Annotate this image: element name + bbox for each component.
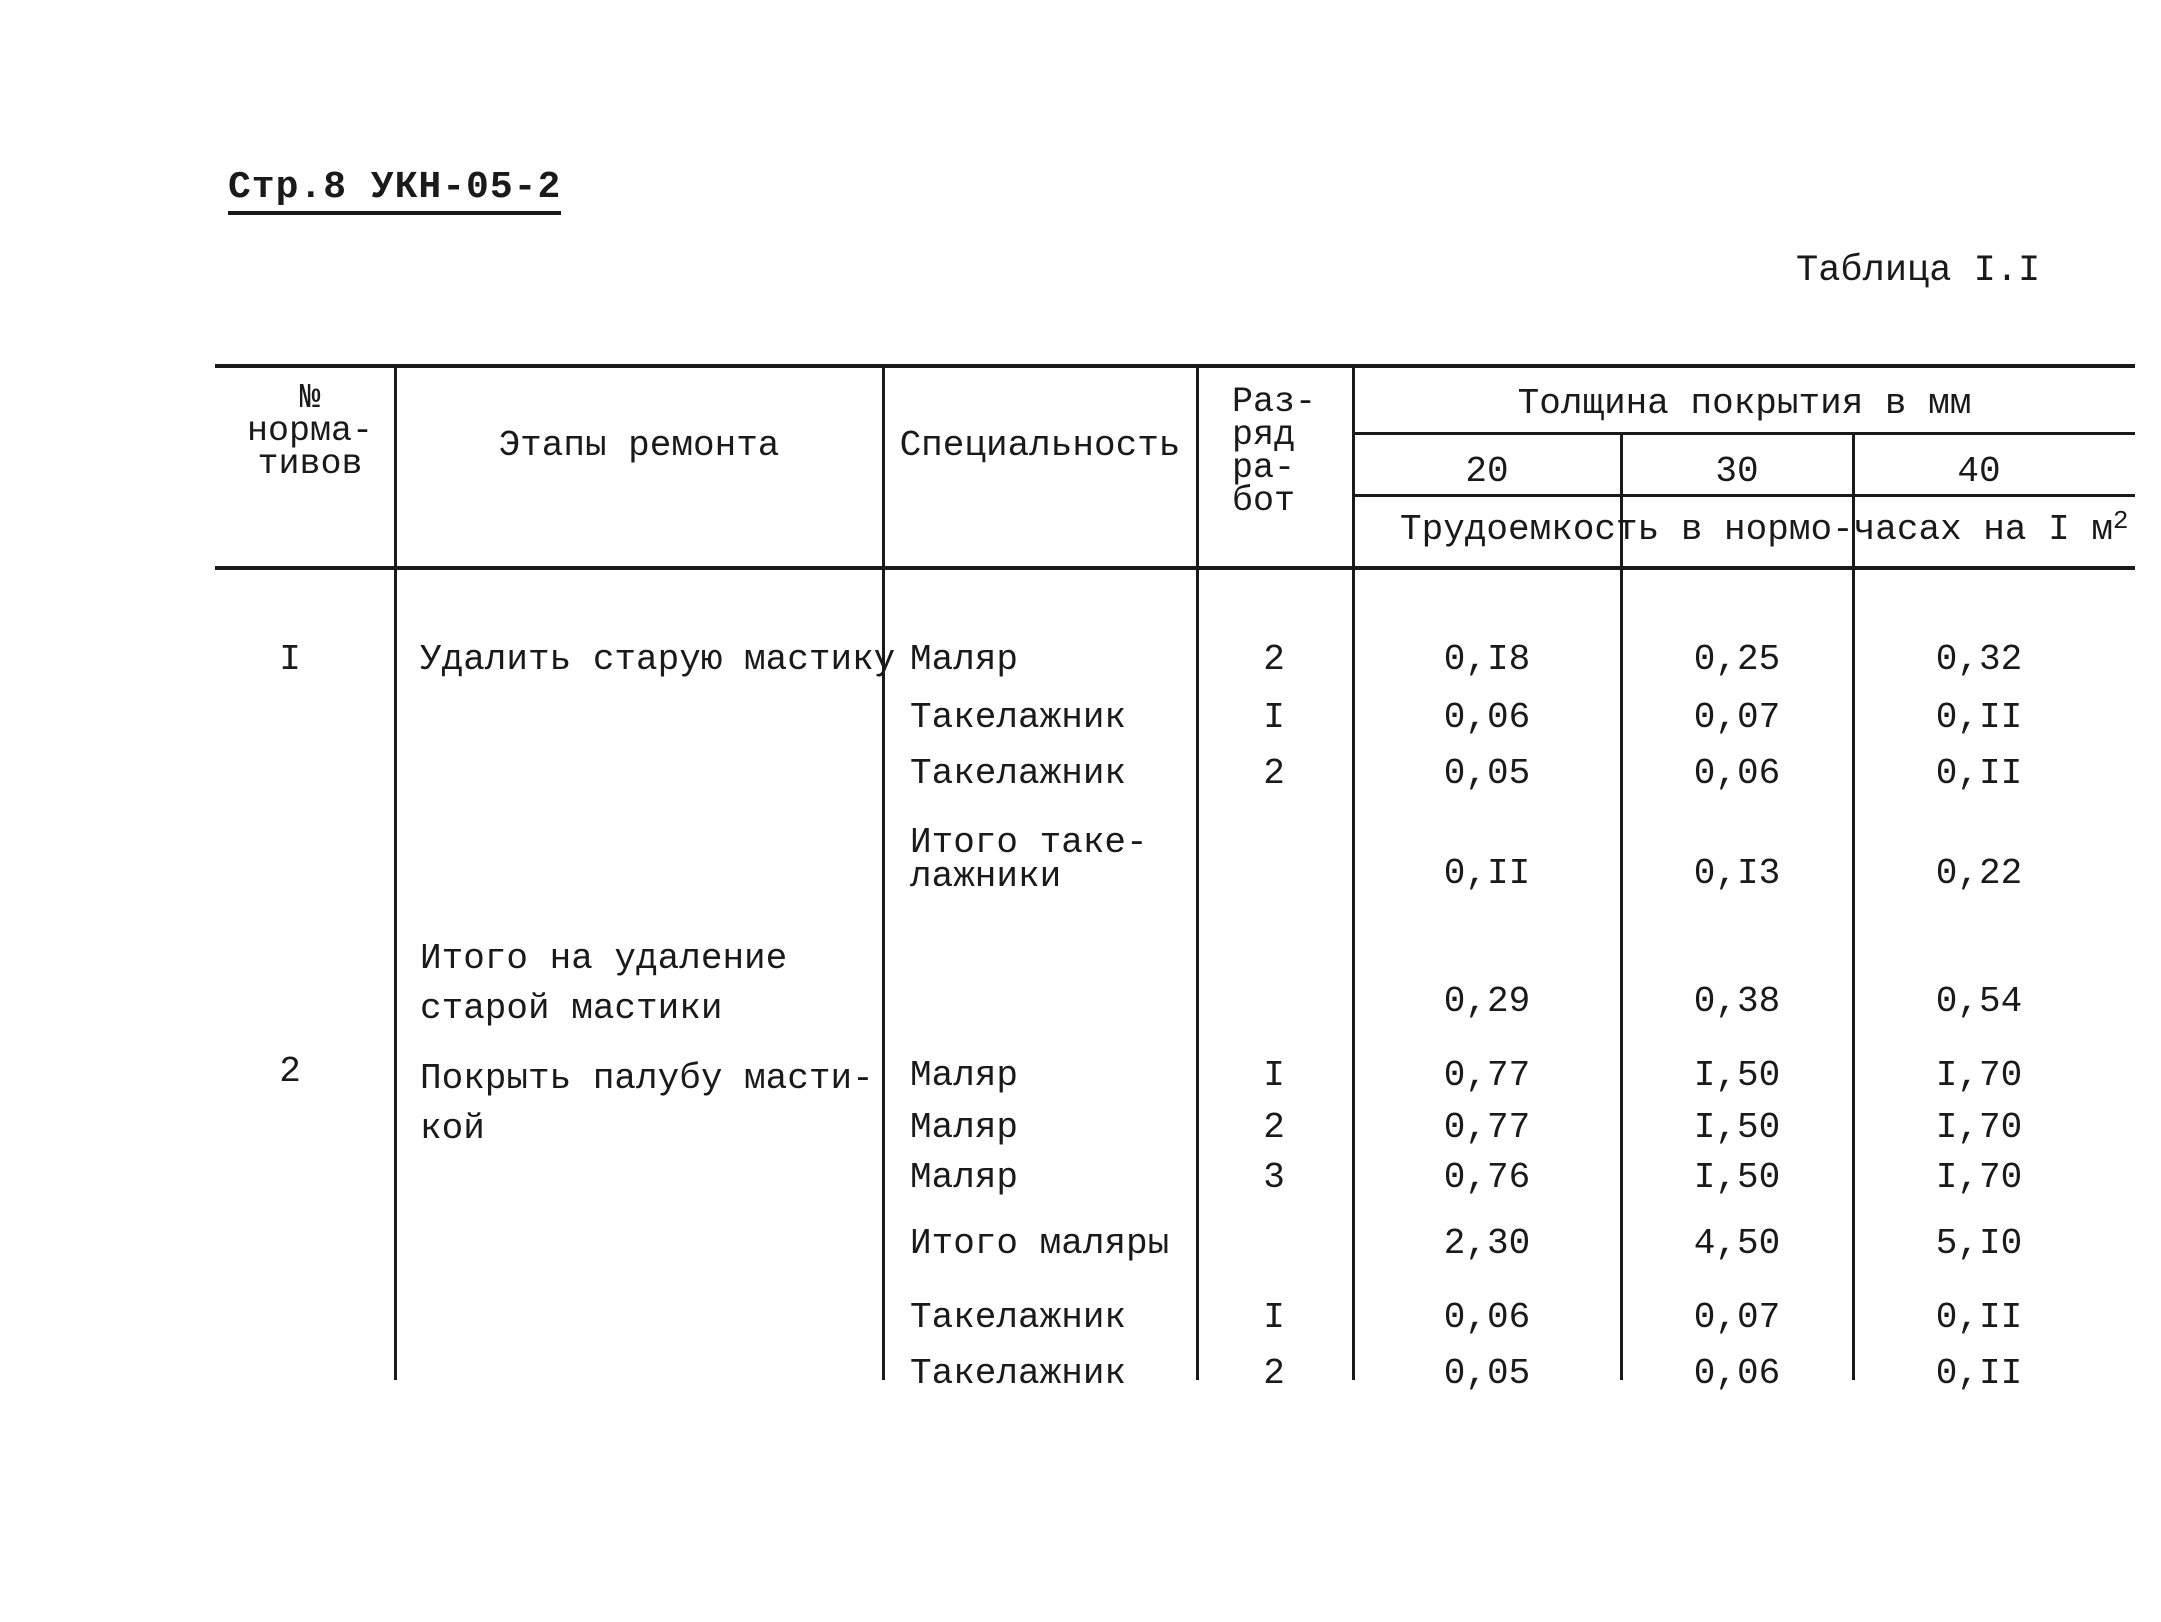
header-thickness-40: 40 [1957,451,2001,492]
col-divider-1 [394,364,397,1380]
value-30mm: 0,I3 [1693,853,1781,894]
header-grade-line-3: ра- [1232,448,1296,488]
work-grade: 2 [1263,1107,1285,1148]
specialty: Такелажник [910,697,1127,738]
value-20mm: 0,II [1443,853,1531,894]
header-repair-stages: Этапы ремонта [498,425,780,466]
value-20mm: 0,06 [1443,697,1531,738]
subtotal-line-2: лажники [910,856,1062,897]
work-grade: I [1263,1297,1285,1338]
stage-line-2: кой [420,1108,485,1149]
header-thickness-group: Толщина покрытия в мм [1517,383,1972,424]
header-norm-number [240,378,380,484]
value-20mm: 0,77 [1443,1107,1531,1148]
norm-number: I [279,639,301,680]
col-divider-2 [882,364,885,1380]
value-30mm: 0,07 [1693,697,1781,738]
value-20mm: 0,77 [1443,1055,1531,1096]
work-grade: 2 [1263,1353,1285,1394]
table-label: Таблица I.I [1796,250,2041,292]
value-30mm: I,50 [1693,1055,1781,1096]
value-20mm: 0,05 [1443,753,1531,794]
stage-line-1: Покрыть палубу масти- [420,1058,874,1099]
header-labor-caption [1400,506,2129,550]
value-30mm: 0,25 [1693,639,1781,680]
value-40mm: 5,I0 [1935,1223,2023,1264]
repair-stage-total [420,934,787,1034]
header-work-grade [1232,382,1317,521]
value-40mm: 0,32 [1935,639,2023,680]
header-norm-line-3: тивов [257,444,363,484]
repair-stage: Удалить старую мастику [420,639,896,680]
specialty-subtotal [910,822,1148,897]
value-40mm: I,70 [1935,1157,2023,1198]
value-30mm: 0,06 [1693,753,1781,794]
value-40mm: I,70 [1935,1107,2023,1148]
specialty: Маляр [910,1107,1019,1148]
value-30mm: 4,50 [1693,1223,1781,1264]
col-divider-3 [1196,364,1199,1380]
value-30mm: 0,06 [1693,1353,1781,1394]
value-20mm: 0,I8 [1443,639,1531,680]
specialty: Такелажник [910,1353,1127,1394]
thickness-values-rule [1352,494,2135,497]
value-20mm: 0,76 [1443,1157,1531,1198]
specialty: Маляр [910,1055,1019,1096]
norm-number: 2 [279,1051,301,1092]
labor-caption-superscript: 2 [2112,506,2129,536]
page-header: Стр.8 УКН-05-2 [228,166,561,215]
header-grade-line-4: бот [1232,481,1296,521]
value-30mm: I,50 [1693,1157,1781,1198]
total-line-1: Итого на удаление [420,938,788,979]
value-30mm: I,50 [1693,1107,1781,1148]
header-norm-line-2: норма- [246,411,374,451]
value-40mm: 0,II [1935,697,2023,738]
specialty-subtotal: Итого маляры [910,1223,1170,1264]
header-specialty: Специальность [899,425,1181,466]
value-40mm: I,70 [1935,1055,2023,1096]
value-40mm: 0,II [1935,753,2023,794]
value-40mm: 0,II [1935,1353,2023,1394]
specialty: Такелажник [910,1297,1127,1338]
value-40mm: 0,II [1935,1297,2023,1338]
table-top-rule [215,364,2135,368]
header-grade-line-2: ряд [1232,415,1296,455]
value-20mm: 0,06 [1443,1297,1531,1338]
labor-caption-text: Трудоемкость в нормо-часах на I м [1400,509,2113,550]
specialty: Маляр [910,1157,1019,1198]
value-40mm: 0,22 [1935,853,2023,894]
value-40mm: 0,54 [1935,981,2023,1022]
thickness-group-rule [1352,432,2135,435]
work-grade: 2 [1263,639,1285,680]
total-line-2: старой мастики [420,988,723,1029]
value-20mm: 0,29 [1443,981,1531,1022]
header-thickness-30: 30 [1715,451,1759,492]
repair-stage [420,1054,874,1154]
value-20mm: 0,05 [1443,1353,1531,1394]
subtotal-line-1: Итого таке- [910,822,1148,863]
work-grade: 3 [1263,1157,1285,1198]
specialty: Маляр [910,639,1019,680]
work-grade: I [1263,1055,1285,1096]
value-30mm: 0,38 [1693,981,1781,1022]
header-bottom-rule [215,566,2135,570]
work-grade: I [1263,697,1285,738]
header-thickness-20: 20 [1465,451,1509,492]
value-30mm: 0,07 [1693,1297,1781,1338]
work-grade: 2 [1263,753,1285,794]
specialty: Такелажник [910,753,1127,794]
header-norm-line-1: № [299,378,321,418]
header-grade-line-1: Раз- [1232,382,1317,422]
value-20mm: 2,30 [1443,1223,1531,1264]
